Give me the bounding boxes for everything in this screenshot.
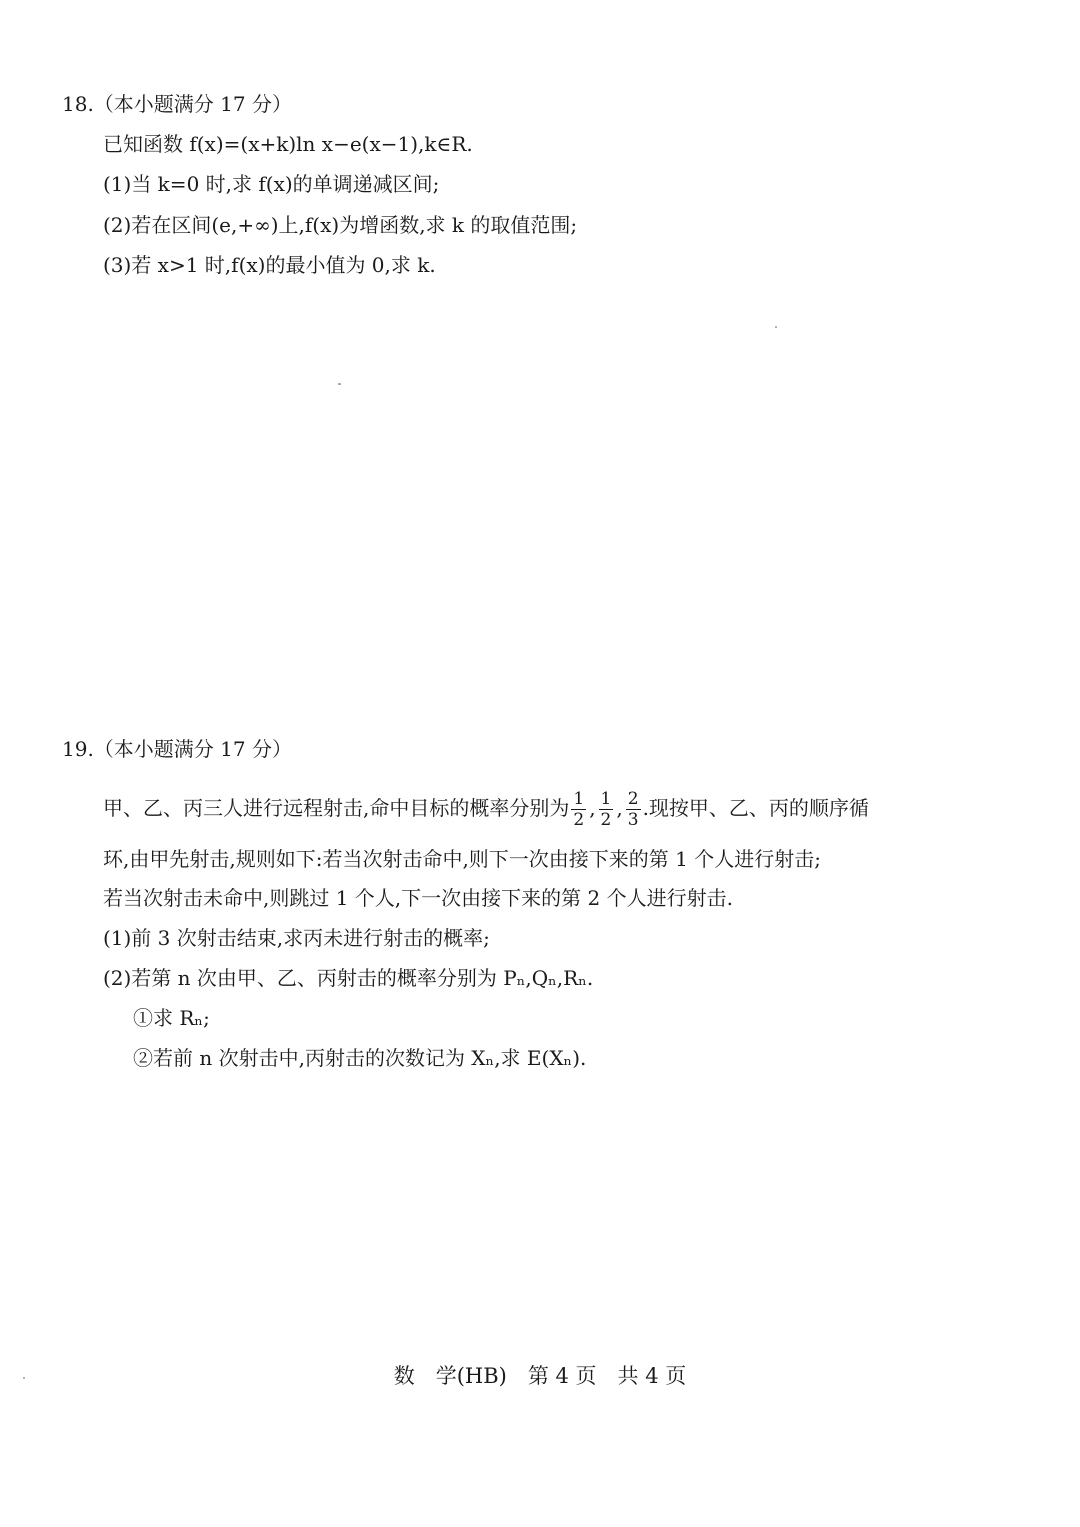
q18-part2: (2)若在区间(e,+∞)上,f(x)为增函数,求 k 的取值范围; bbox=[103, 213, 578, 237]
q19-stem-line1: 甲、乙、丙三人进行远程射击,命中目标的概率分别为 $\frac{1}{2}$ , $\frac{1}{2}$ , $\frac{2}{3}$ .现按甲、乙、丙的顺序循 bbox=[103, 789, 869, 830]
page-footer: 数 学(HB) 第 4 页 共 4 页 bbox=[393, 1364, 687, 1388]
q19-stem-line2: 环,由甲先射击,规则如下:若当次射击命中,则下一次由接下来的第 1 个人进行射击; bbox=[103, 847, 821, 871]
fraction-2-denominator: 2 bbox=[600, 810, 612, 830]
q19-header: 19.（本小题满分 17 分） bbox=[62, 737, 292, 761]
fraction-3-numerator: 2 bbox=[627, 789, 639, 809]
q19-sub2: ②若前 n 次射击中,丙射击的次数记为 Xₙ,求 E(Xₙ). bbox=[133, 1046, 587, 1070]
fraction-1-denominator: 2 bbox=[573, 810, 585, 830]
fraction-1 bbox=[571, 789, 586, 830]
scan-speck bbox=[338, 383, 341, 385]
q18-part3: (3)若 x>1 时,f(x)的最小值为 0,求 k. bbox=[103, 253, 436, 277]
fraction-2-numerator: 1 bbox=[600, 789, 612, 809]
fraction-1-numerator: 1 bbox=[573, 789, 585, 809]
q18-header: 18.（本小题满分 17 分） bbox=[62, 92, 292, 116]
q18-stem: 已知函数 f(x)=(x+k)ln x−e(x−1),k∈R. bbox=[103, 132, 473, 156]
fraction-3 bbox=[626, 789, 641, 830]
q19-stem-line3: 若当次射击未命中,则跳过 1 个人,下一次由接下来的第 2 个人进行射击. bbox=[103, 886, 733, 910]
q18-part1: (1)当 k=0 时,求 f(x)的单调递减区间; bbox=[103, 172, 440, 196]
q19-stem-after: .现按甲、乙、丙的顺序循 bbox=[642, 796, 869, 820]
q19-sub1: ①求 Rₙ; bbox=[133, 1006, 210, 1030]
scan-speck bbox=[775, 326, 777, 328]
q19-stem-before: 甲、乙、丙三人进行远程射击,命中目标的概率分别为 bbox=[103, 796, 570, 820]
q19-part1: (1)前 3 次射击结束,求丙未进行射击的概率; bbox=[103, 926, 490, 950]
q19-part2: (2)若第 n 次由甲、乙、丙射击的概率分别为 Pₙ,Qₙ,Rₙ. bbox=[103, 966, 594, 990]
fraction-2 bbox=[599, 789, 614, 830]
fraction-3-denominator: 3 bbox=[627, 810, 639, 830]
